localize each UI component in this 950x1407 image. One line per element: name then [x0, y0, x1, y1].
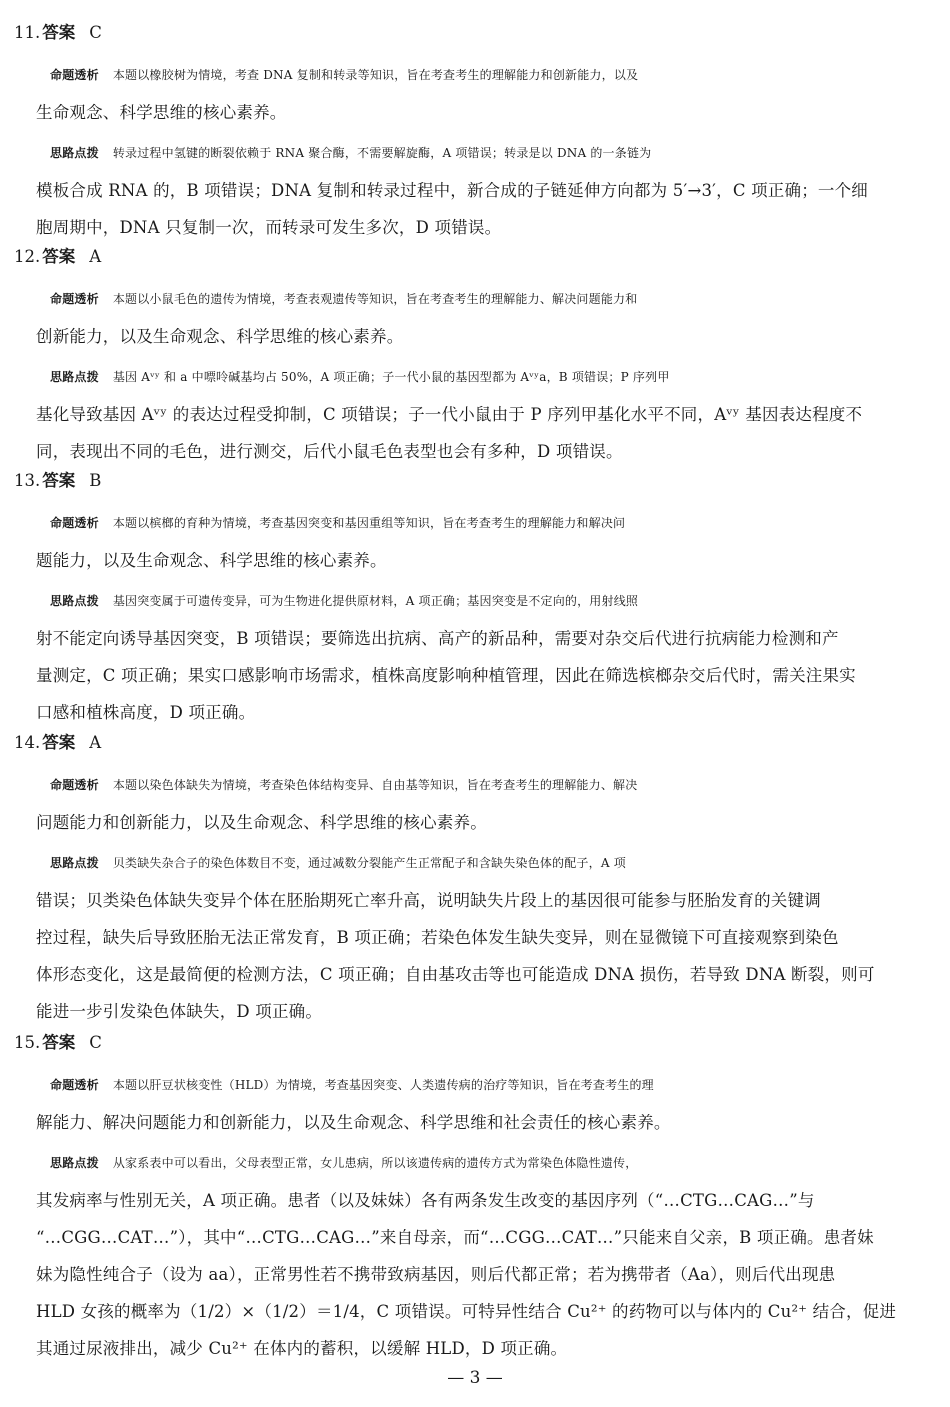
hint-text: 妹为隐性纯合子（设为 aa），正常男性若不携带致病基因，则后代都正常；若为携带者（Aa），则后代出现患 — [36, 1265, 836, 1284]
hint-text: 转录过程中氢键的断裂依赖于 RNA 聚合酶，不需要解旋酶，A 项错误；转录是以 DNA 的一条链为 — [112, 146, 652, 160]
hint-text: 贝类缺失杂合子的染色体数目不变，通过减数分裂能产生正常配子和含缺失染色体的配子，A 项 — [112, 856, 626, 870]
hint-text: 其发病率与性别无关，A 项正确。患者（以及妹妹）各有两条发生改变的基因序列（“…CTG…CAG…”与 — [36, 1191, 815, 1210]
hint-text: 从家系表中可以看出，父母表型正常，女儿患病，所以该遗传病的遗传方式为常染色体隐性遗传， — [112, 1156, 638, 1170]
hint-paragraph — [14, 135, 934, 246]
intent-text: 本题以染色体缺失为情境，考查染色体结构变异、自由基等知识，旨在考查考生的理解能力、解决 — [112, 778, 638, 792]
intent-paragraph — [14, 767, 934, 841]
intent-label: 命题透析 — [50, 1078, 99, 1092]
answer-line — [14, 466, 934, 496]
hint-label: 思路点拨 — [50, 1156, 99, 1170]
answer-line — [14, 1028, 934, 1058]
hint-text: HLD 女孩的概率为（1/2）×（1/2）＝1/4，C 项错误。可特异性结合 Cu²⁺ 的药物可以与体内的 Cu²⁺ 结合，促进 — [36, 1302, 897, 1321]
intent-text: 本题以小鼠毛色的遗传为情境，考查表观遗传等知识，旨在考查考生的理解能力、解决问题能力和 — [112, 292, 638, 306]
hint-text: 射不能定向诱导基因突变，B 项错误；要筛选出抗病、高产的新品种，需要对杂交后代进行抗病能力检测和产 — [36, 629, 839, 648]
hint-text: 基因突变属于可遗传变异，可为生物进化提供原材料，A 项正确；基因突变是不定向的，用射线照 — [112, 594, 639, 608]
hint-text: “…CGG…CAT…”），其中“…CTG…CAG…”来自母亲，而“…CGG…CAT…”只能来自父亲，B 项正确。患者妹 — [36, 1228, 874, 1247]
answer-label: 答案 — [42, 247, 76, 266]
intent-text: 创新能力，以及生命观念、科学思维的核心素养。 — [36, 327, 404, 346]
answer-label: 答案 — [42, 1033, 76, 1052]
question-number: 13. — [14, 471, 41, 490]
intent-label: 命题透析 — [50, 292, 99, 306]
hint-label: 思路点拨 — [50, 370, 99, 384]
answer-value: B — [89, 471, 102, 490]
question-number: 14. — [14, 733, 41, 752]
intent-text: 解能力、解决问题能力和创新能力，以及生命观念、科学思维和社会责任的核心素养。 — [36, 1113, 671, 1132]
hint-text: 模板合成 RNA 的，B 项错误；DNA 复制和转录过程中，新合成的子链延伸方向都为 5′→3′，C 项正确；一个细 — [36, 181, 868, 200]
question-11 — [14, 18, 934, 246]
answer-line — [14, 242, 934, 272]
answer-value: A — [89, 247, 102, 266]
answer-label: 答案 — [42, 733, 76, 752]
intent-paragraph — [14, 281, 934, 355]
question-13 — [14, 466, 934, 731]
intent-text: 本题以肝豆状核变性（HLD）为情境，考查基因突变、人类遗传病的治疗等知识，旨在考查考生的理 — [112, 1078, 654, 1092]
hint-paragraph — [14, 583, 934, 731]
hint-text: 体形态变化，这是最简便的检测方法，C 项正确；自由基攻击等也可能造成 DNA 损伤，若导致 DNA 断裂，则可 — [36, 965, 875, 984]
hint-paragraph — [14, 1145, 934, 1367]
intent-label: 命题透析 — [50, 68, 99, 82]
intent-label: 命题透析 — [50, 516, 99, 530]
answer-line — [14, 18, 934, 48]
question-number: 11. — [14, 23, 41, 42]
intent-paragraph — [14, 505, 934, 579]
question-number: 15. — [14, 1033, 41, 1052]
answer-value: A — [89, 733, 102, 752]
intent-paragraph — [14, 57, 934, 131]
question-15 — [14, 1028, 934, 1367]
intent-text: 本题以槟榔的育种为情境，考查基因突变和基因重组等知识，旨在考查考生的理解能力和解决问 — [112, 516, 626, 530]
answer-value: C — [89, 23, 102, 42]
hint-text: 基因 Aᵛʸ 和 a 中嘌呤碱基均占 50%，A 项正确；子一代小鼠的基因型都为 Aᵛʸa，B 项错误；P 序列甲 — [112, 370, 670, 384]
answer-label: 答案 — [42, 23, 76, 42]
question-12 — [14, 242, 934, 470]
hint-label: 思路点拨 — [50, 856, 99, 870]
hint-paragraph — [14, 845, 934, 1030]
intent-label: 命题透析 — [50, 778, 99, 792]
page-number: — 3 — — [447, 1368, 503, 1388]
hint-text: 其通过尿液排出，减少 Cu²⁺ 在体内的蓄积，以缓解 HLD，D 项正确。 — [36, 1339, 568, 1358]
answer-value: C — [89, 1033, 102, 1052]
intent-paragraph — [14, 1067, 934, 1141]
hint-text: 量测定，C 项正确；果实口感影响市场需求，植株高度影响种植管理，因此在筛选槟榔杂交后代时，需关注果实 — [36, 666, 856, 685]
intent-text: 本题以橡胶树为情境，考查 DNA 复制和转录等知识，旨在考查考生的理解能力和创新能力，以及 — [112, 68, 639, 82]
hint-text: 能进一步引发染色体缺失，D 项正确。 — [36, 1002, 323, 1021]
hint-label: 思路点拨 — [50, 146, 99, 160]
hint-text: 同，表现出不同的毛色，进行测交，后代小鼠毛色表型也会有多种，D 项错误。 — [36, 442, 623, 461]
intent-text: 题能力，以及生命观念、科学思维的核心素养。 — [36, 551, 387, 570]
hint-text: 口感和植株高度，D 项正确。 — [36, 703, 256, 722]
question-number: 12. — [14, 247, 41, 266]
intent-text: 生命观念、科学思维的核心素养。 — [36, 103, 287, 122]
hint-paragraph — [14, 359, 934, 470]
answer-line — [14, 728, 934, 758]
hint-text: 错误；贝类染色体缺失变异个体在胚胎期死亡率升高，说明缺失片段上的基因很可能参与胚胎发育的关键调 — [36, 891, 821, 910]
hint-text: 基化导致基因 Aᵛʸ 的表达过程受抑制，C 项错误；子一代小鼠由于 P 序列甲基化水平不同，Aᵛʸ 基因表达程度不 — [36, 405, 863, 424]
answer-label: 答案 — [42, 471, 76, 490]
question-14 — [14, 728, 934, 1030]
hint-text: 胞周期中，DNA 只复制一次，而转录可发生多次，D 项错误。 — [36, 218, 502, 237]
intent-text: 问题能力和创新能力，以及生命观念、科学思维的核心素养。 — [36, 813, 487, 832]
hint-label: 思路点拨 — [50, 594, 99, 608]
hint-text: 控过程，缺失后导致胚胎无法正常发育，B 项正确；若染色体发生缺失变异，则在显微镜下可直接观察到染色 — [36, 928, 839, 947]
